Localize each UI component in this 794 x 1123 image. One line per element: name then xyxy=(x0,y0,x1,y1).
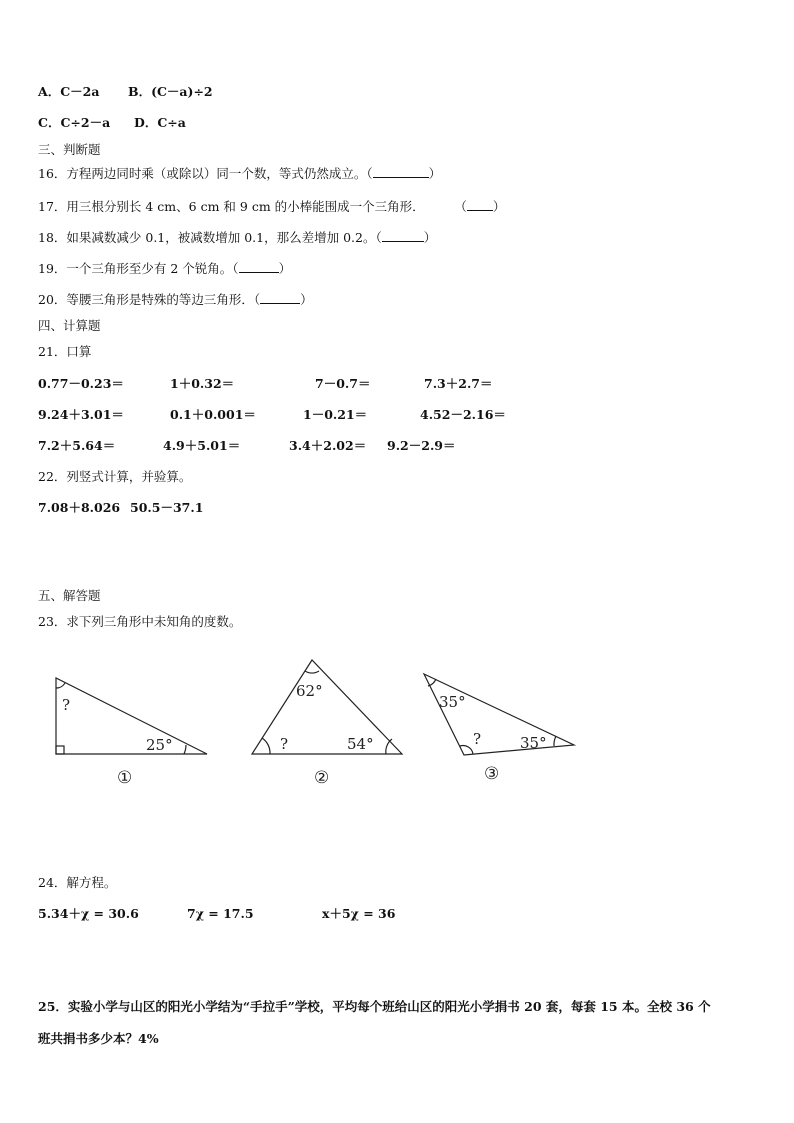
question-16-close: ） xyxy=(428,166,442,181)
question-19-text: 19．一个三角形至少有 2 个锐角。（ xyxy=(38,261,239,276)
angle-arc xyxy=(554,736,556,746)
oral-calc-item: 1＋0.32＝ xyxy=(170,376,235,391)
vertical-calc-item: 7.08＋8.026 xyxy=(38,500,121,515)
oral-calc-item: 9.2－2.9＝ xyxy=(387,438,456,453)
oral-calc-item: 0.1＋0.001＝ xyxy=(170,407,256,422)
oral-calc-item: 4.52－2.16＝ xyxy=(420,407,506,422)
question-18-close: ） xyxy=(423,230,437,245)
oral-calc-item: 3.4＋2.02＝ xyxy=(289,438,367,453)
shape-marker: ① xyxy=(117,768,133,788)
triangle-2 xyxy=(252,660,402,754)
choice-a: A．C－2a xyxy=(38,84,100,99)
question-19-close: ） xyxy=(278,261,292,276)
answer-blank-20[interactable] xyxy=(260,292,300,304)
angle-label: 35° xyxy=(520,734,547,752)
question-21-title: 21．口算 xyxy=(38,344,92,359)
shape-marker: ② xyxy=(314,768,330,788)
question-17-open: （ xyxy=(460,199,467,214)
section-solve-heading: 五、解答题 xyxy=(38,588,101,603)
question-17-close: ） xyxy=(492,199,506,214)
shape-marker: ③ xyxy=(484,764,500,784)
equation-item: 7χ = 17.5 xyxy=(187,906,254,921)
question-18 xyxy=(38,230,436,246)
vertical-calc-item: 50.5－37.1 xyxy=(130,500,204,515)
question-17 xyxy=(38,199,505,215)
answer-blank-18[interactable] xyxy=(382,230,424,242)
equation-item: 5.34＋χ = 30.6 xyxy=(38,906,139,921)
oral-calc-item: 7.3＋2.7＝ xyxy=(424,376,493,391)
triangle-1 xyxy=(56,678,207,754)
section-judge-heading: 三、判断题 xyxy=(38,142,101,157)
question-20-close: ） xyxy=(300,292,313,307)
angle-label: 54° xyxy=(347,735,374,753)
angle-arc xyxy=(386,739,392,754)
angle-label: 25° xyxy=(146,736,173,754)
angle-label: ? xyxy=(473,730,482,748)
oral-calc-item: 7－0.7＝ xyxy=(315,376,371,391)
equation-item: x＋5χ = 36 xyxy=(322,906,396,921)
oral-calc-item: 1－0.21＝ xyxy=(303,407,368,422)
choice-b: B．(C－a)÷2 xyxy=(128,84,213,99)
answer-blank-17[interactable] xyxy=(467,199,493,211)
angle-label: ? xyxy=(62,696,71,714)
question-25-line-2: 班共捐书多少本？4% xyxy=(38,1031,159,1046)
angle-arc xyxy=(305,671,319,673)
answer-blank-16[interactable] xyxy=(373,166,429,178)
angle-arc xyxy=(262,738,270,754)
question-20 xyxy=(38,292,313,308)
section-calc-heading: 四、计算题 xyxy=(38,318,101,333)
angle-label: 35° xyxy=(439,693,466,711)
angle-arc xyxy=(56,683,65,688)
oral-calc-item: 7.2＋5.64＝ xyxy=(38,438,116,453)
question-17-text: 17．用三根分别长 4 cm、6 cm 和 9 cm 的小棒能围成一个三角形． xyxy=(38,199,425,214)
question-19 xyxy=(38,261,291,277)
oral-calc-item: 9.24＋3.01＝ xyxy=(38,407,124,422)
question-24-title: 24．解方程。 xyxy=(38,875,117,890)
oral-calc-item: 4.9＋5.01＝ xyxy=(163,438,241,453)
angle-label: ? xyxy=(280,735,289,753)
oral-calc-item: 0.77－0.23＝ xyxy=(38,376,124,391)
angle-arc xyxy=(184,745,186,754)
question-20-text: 20．等腰三角形是特殊的等边三角形．（ xyxy=(38,292,261,307)
triangle-3 xyxy=(424,674,574,755)
answer-blank-19[interactable] xyxy=(239,261,279,273)
question-23-title: 23．求下列三角形中未知角的度数。 xyxy=(38,614,242,629)
angle-label: 62° xyxy=(296,682,323,700)
triangles-figure xyxy=(40,650,600,790)
question-16-text: 16．方程两边同时乘（或除以）同一个数，等式仍然成立。（ xyxy=(38,166,373,181)
choice-c: C．C÷2－a xyxy=(38,115,111,130)
question-16 xyxy=(38,166,441,182)
right-angle-mark xyxy=(56,746,64,754)
question-25-line-1: 25．实验小学与山区的阳光小学结为“手拉手”学校，平均每个班给山区的阳光小学捐书 20 套，每套 15 本。全校 36 个 xyxy=(38,999,711,1014)
choice-d: D．C÷a xyxy=(134,115,186,130)
question-18-text: 18．如果减数减少 0.1，被减数增加 0.1，那么差增加 0.2。（ xyxy=(38,230,382,245)
question-22-title: 22．列竖式计算，并验算。 xyxy=(38,469,192,484)
